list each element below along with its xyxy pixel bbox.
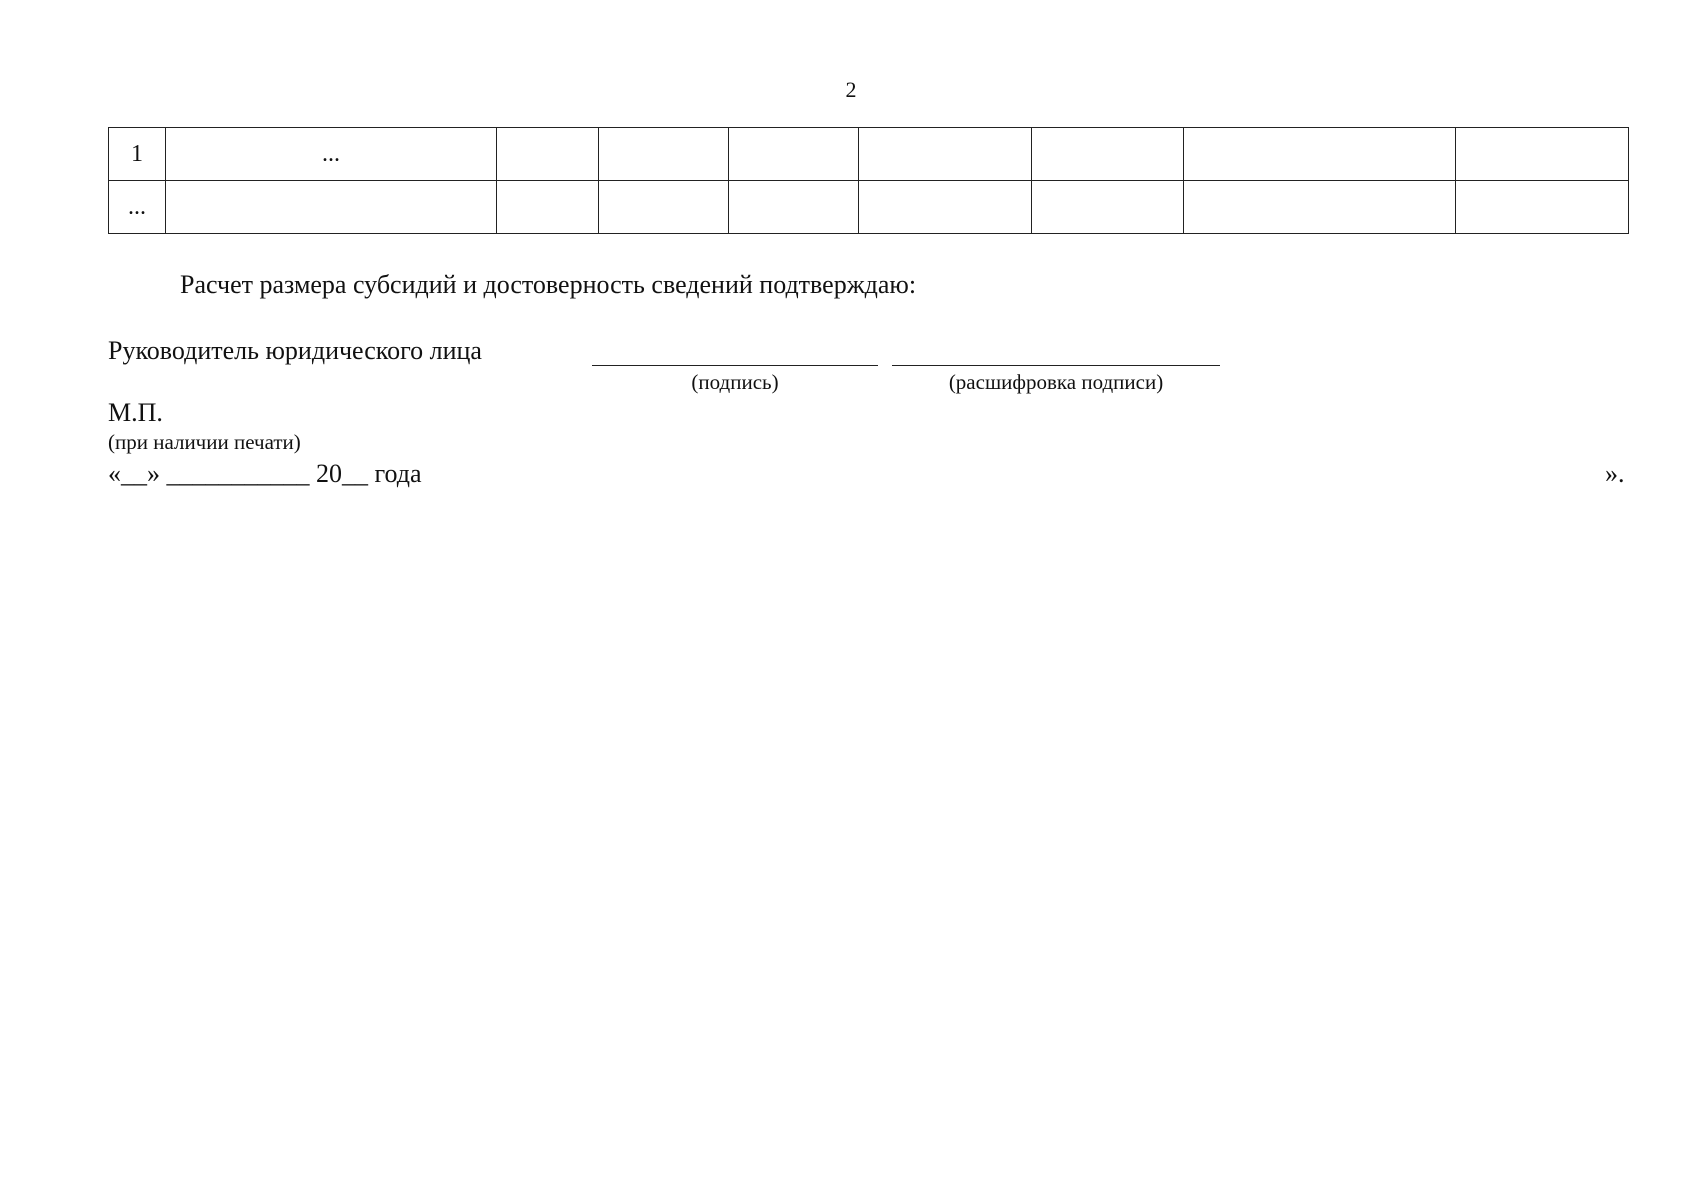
table-cell — [729, 128, 859, 181]
head-of-entity-label: Руководитель юридического лица — [108, 336, 482, 365]
closing-quote-mark: ». — [1605, 459, 1625, 488]
table-cell — [1184, 128, 1456, 181]
data-table — [108, 127, 1629, 234]
table-cell-name: ... — [166, 128, 497, 181]
table-cell — [1032, 181, 1184, 234]
signature-decoding-caption: (расшифровка подписи) — [948, 370, 1164, 394]
table-row — [109, 181, 1629, 234]
table-cell-number: ... — [109, 181, 166, 234]
table-cell — [497, 181, 599, 234]
table-cell — [859, 128, 1032, 181]
table-cell — [497, 128, 599, 181]
table-cell — [859, 181, 1032, 234]
date-line: «__» ___________ 20__ года — [108, 459, 422, 488]
confirmation-text: Расчет размера субсидий и достоверность сведений подтверждаю: — [180, 270, 917, 299]
table-cell-number: 1 — [109, 128, 166, 181]
table-cell-name — [166, 181, 497, 234]
table-row — [109, 128, 1629, 181]
signature-caption: (подпись) — [691, 370, 779, 394]
table-cell — [1032, 128, 1184, 181]
stamp-note: (при наличии печати) — [108, 430, 301, 454]
page-number: 2 — [845, 77, 857, 102]
table-cell — [599, 128, 729, 181]
table-cell — [729, 181, 859, 234]
table-cell — [1456, 181, 1629, 234]
table-cell — [599, 181, 729, 234]
table-cell — [1456, 128, 1629, 181]
signature-line — [592, 365, 878, 366]
stamp-label: М.П. — [108, 398, 163, 427]
signature-decoding-line — [892, 365, 1220, 366]
table-cell — [1184, 181, 1456, 234]
